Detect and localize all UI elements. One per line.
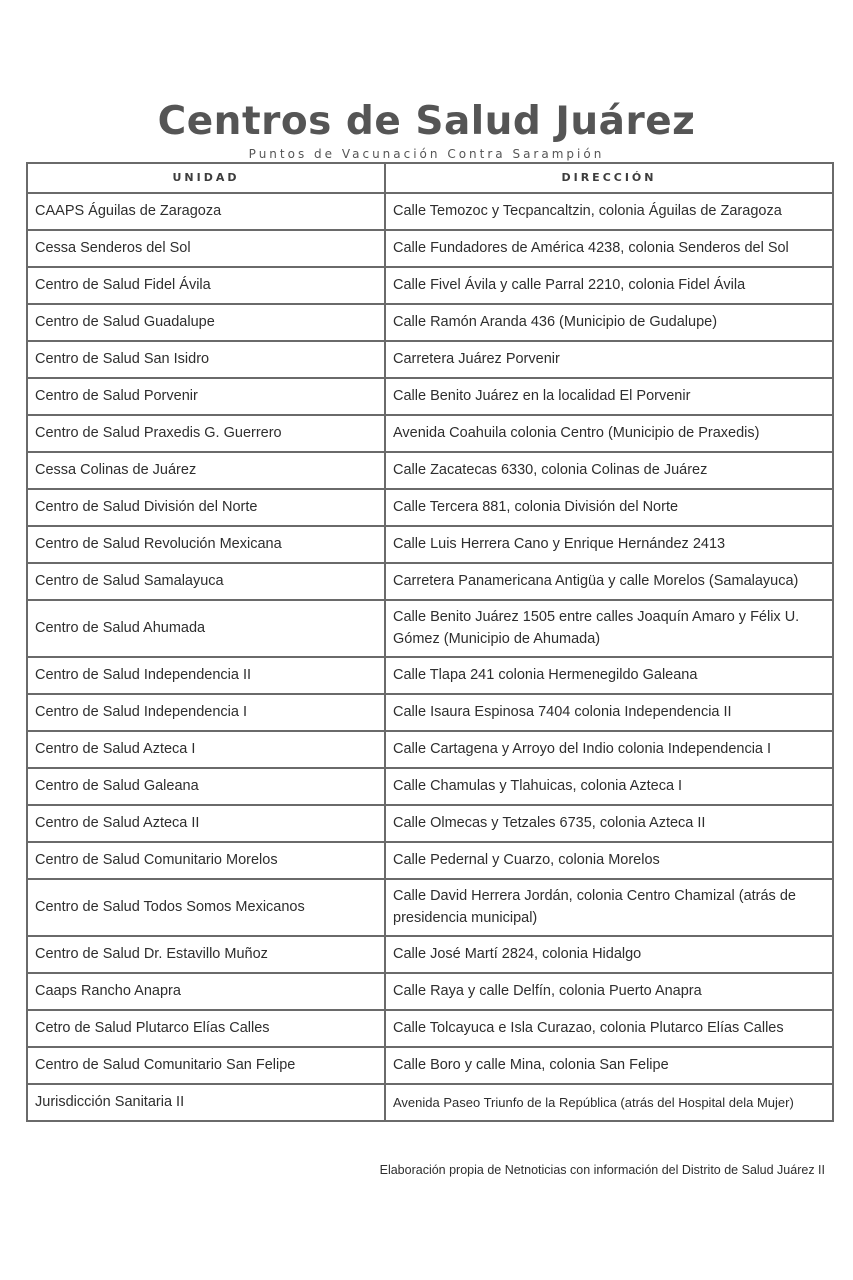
table-row [27, 1047, 833, 1084]
direccion-cell: Calle Fivel Ávila y calle Parral 2210, colonia Fidel Ávila [385, 267, 833, 304]
table-row [27, 694, 833, 731]
direccion-cell: Carretera Juárez Porvenir [385, 341, 833, 378]
direccion-cell: Calle Olmecas y Tetzales 6735, colonia Azteca II [385, 805, 833, 842]
direccion-cell: Calle Benito Juárez en la localidad El Porvenir [385, 378, 833, 415]
direccion-cell: Carretera Panamericana Antigüa y calle Morelos (Samalayuca) [385, 563, 833, 600]
unidad-cell: Centro de Salud Todos Somos Mexicanos [27, 879, 385, 936]
unidad-cell: Centro de Salud Guadalupe [27, 304, 385, 341]
unidad-cell: Cessa Colinas de Juárez [27, 452, 385, 489]
page-title: Centros de Salud Juárez [157, 99, 696, 144]
direccion-cell: Calle Cartagena y Arroyo del Indio colonia Independencia I [385, 731, 833, 768]
unidad-cell: Caaps Rancho Anapra [27, 973, 385, 1010]
unidad-cell: Jurisdicción Sanitaria II [27, 1084, 385, 1121]
health-centers-table [26, 162, 834, 1122]
unidad-cell: Centro de Salud Ahumada [27, 600, 385, 657]
table-row [27, 563, 833, 600]
table-row [27, 341, 833, 378]
page-subtitle: Puntos de Vacunación Contra Sarampión [248, 147, 605, 161]
unidad-cell: Centro de Salud Revolución Mexicana [27, 526, 385, 563]
unidad-cell: Centro de Salud Praxedis G. Guerrero [27, 415, 385, 452]
unidad-cell: Centro de Salud Azteca II [27, 805, 385, 842]
table-row [27, 805, 833, 842]
table-row [27, 936, 833, 973]
direccion-cell: Calle Temozoc y Tecpancaltzin, colonia Águilas de Zaragoza [385, 193, 833, 230]
table-row [27, 879, 833, 936]
table-row [27, 1084, 833, 1121]
direccion-cell: Calle Chamulas y Tlahuicas, colonia Azteca I [385, 768, 833, 805]
direccion-cell: Calle Boro y calle Mina, colonia San Felipe [385, 1047, 833, 1084]
unidad-cell: Centro de Salud Azteca I [27, 731, 385, 768]
direccion-cell: Calle Luis Herrera Cano y Enrique Hernández 2413 [385, 526, 833, 563]
table-row [27, 378, 833, 415]
table-row [27, 526, 833, 563]
unidad-cell: CAAPS Águilas de Zaragoza [27, 193, 385, 230]
unidad-cell: Centro de Salud División del Norte [27, 489, 385, 526]
direccion-cell: Calle Zacatecas 6330, colonia Colinas de Juárez [385, 452, 833, 489]
table-row [27, 304, 833, 341]
unidad-cell: Centro de Salud Samalayuca [27, 563, 385, 600]
table-row [27, 973, 833, 1010]
direccion-cell: Calle Pedernal y Cuarzo, colonia Morelos [385, 842, 833, 879]
unidad-cell: Cessa Senderos del Sol [27, 230, 385, 267]
source-credit: Elaboración propia de Netnoticias con información del Distrito de Salud Juárez II [379, 1163, 825, 1177]
table-header-row [27, 163, 833, 193]
table-row [27, 657, 833, 694]
direccion-cell: Calle Raya y calle Delfín, colonia Puerto Anapra [385, 973, 833, 1010]
direccion-cell: Calle David Herrera Jordán, colonia Centro Chamizal (atrás de presidencia municipal) [385, 879, 833, 936]
table-row [27, 452, 833, 489]
table-row [27, 768, 833, 805]
direccion-cell: Avenida Coahuila colonia Centro (Municipio de Praxedis) [385, 415, 833, 452]
unidad-cell: Centro de Salud Comunitario San Felipe [27, 1047, 385, 1084]
table-row [27, 267, 833, 304]
unidad-cell: Centro de Salud Independencia I [27, 694, 385, 731]
direccion-cell: Calle Tlapa 241 colonia Hermenegildo Galeana [385, 657, 833, 694]
header-unidad: UNIDAD [27, 163, 385, 193]
unidad-cell: Cetro de Salud Plutarco Elías Calles [27, 1010, 385, 1047]
unidad-cell: Centro de Salud Galeana [27, 768, 385, 805]
direccion-cell: Calle Benito Juárez 1505 entre calles Joaquín Amaro y Félix U. Gómez (Municipio de Ahumada) [385, 600, 833, 657]
table-row [27, 600, 833, 657]
table-row [27, 842, 833, 879]
unidad-cell: Centro de Salud Porvenir [27, 378, 385, 415]
unidad-cell: Centro de Salud Dr. Estavillo Muñoz [27, 936, 385, 973]
unidad-cell: Centro de Salud San Isidro [27, 341, 385, 378]
direccion-cell: Calle Tercera 881, colonia División del Norte [385, 489, 833, 526]
direccion-cell: Avenida Paseo Triunfo de la República (atrás del Hospital dela Mujer) [385, 1084, 833, 1121]
table-row [27, 415, 833, 452]
direccion-cell: Calle Ramón Aranda 436 (Municipio de Gudalupe) [385, 304, 833, 341]
unidad-cell: Centro de Salud Fidel Ávila [27, 267, 385, 304]
table-row [27, 193, 833, 230]
unidad-cell: Centro de Salud Independencia II [27, 657, 385, 694]
table-row [27, 489, 833, 526]
header-direccion: DIRECCIÓN [385, 163, 833, 193]
table-row [27, 230, 833, 267]
table-row [27, 1010, 833, 1047]
table-row [27, 731, 833, 768]
direccion-cell: Calle Fundadores de América 4238, colonia Senderos del Sol [385, 230, 833, 267]
direccion-cell: Calle José Martí 2824, colonia Hidalgo [385, 936, 833, 973]
direccion-cell: Calle Tolcayuca e Isla Curazao, colonia Plutarco Elías Calles [385, 1010, 833, 1047]
direccion-cell: Calle Isaura Espinosa 7404 colonia Independencia II [385, 694, 833, 731]
unidad-cell: Centro de Salud Comunitario Morelos [27, 842, 385, 879]
